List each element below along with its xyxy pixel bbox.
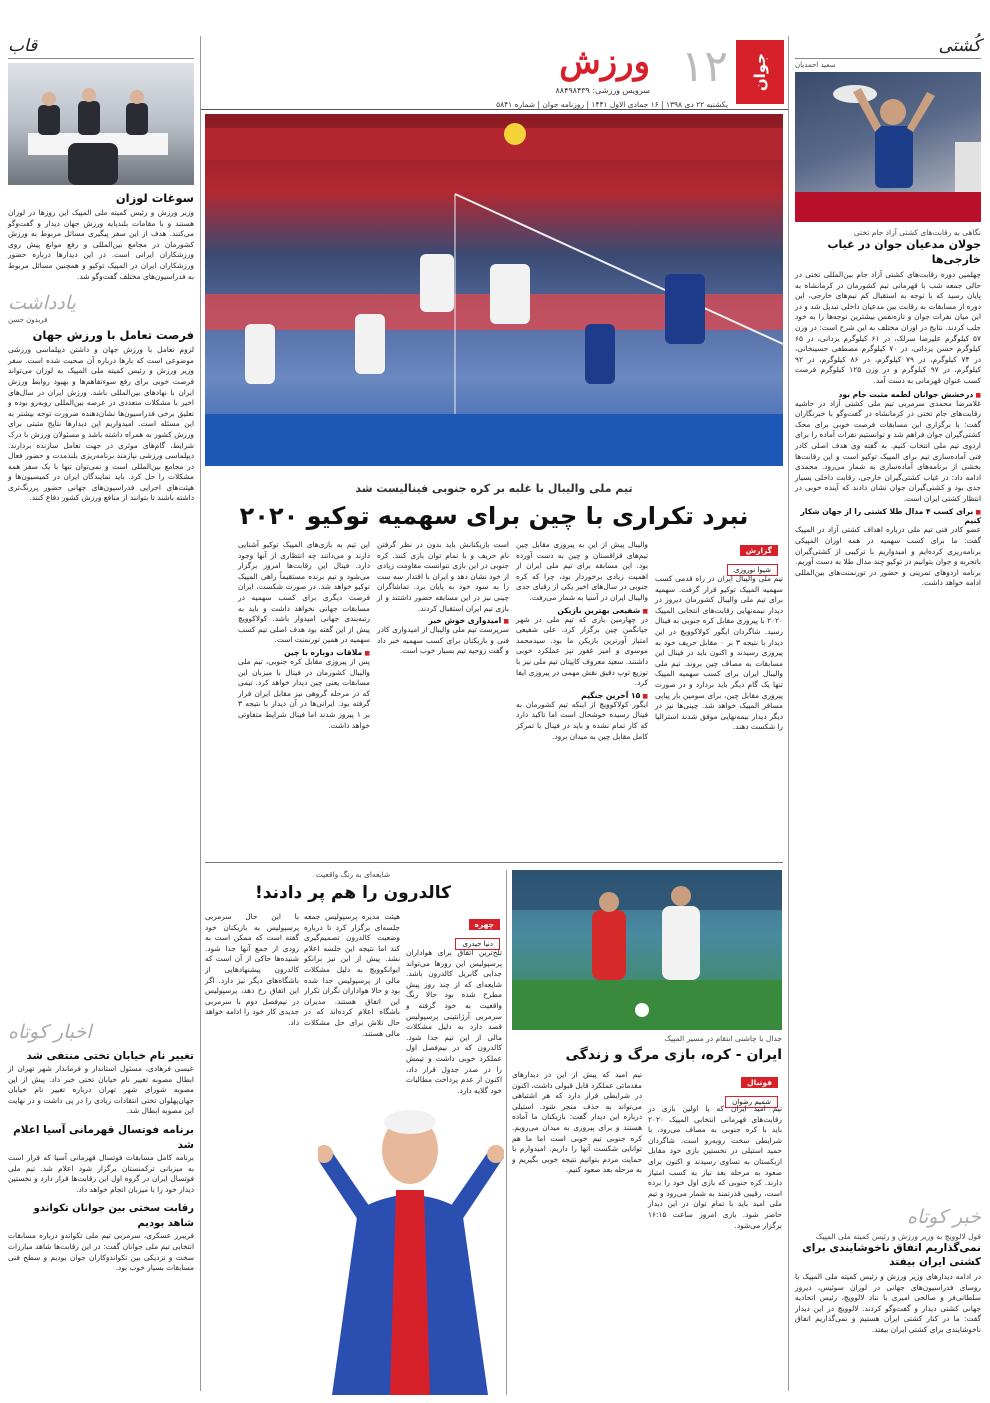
col3-text: است بازیکنانش باید بدون در نظر گرفتن نام حریف و با تمام توان بازی کنند. کره جنوبی در این بازی نتوانست مقاومت زیادی از خود نشان دهد و ایران با اقتدار سه ست را به سود خود به پایان برد. تماشاگران چینی نیز در این مسابقه حضور داشتند و از بازی تیم ایران استقبال کردند. [377,540,509,613]
volleyball-illustration [205,114,783,466]
news2-body: برنامه کامل مسابقات فوتسال قهرمانی آسیا که قرار است به میزبانی ترکمنستان برگزار شود اعلام شد. تیم ملی فوتسال ایران در گروه اول این رقابت‌ها قرار دارد و نخستین دیدار خود را با میزبان انجام خواهد داد. [8,1152,194,1194]
football-kicker: جدال با چاشنی انتقام در مسیر المپیک [664,1034,782,1043]
meeting-photo [8,63,194,185]
section-head-brief: اخبار کوتاه [8,1021,92,1043]
news1-title: تغییر نام خیابان تختی منتفی شد [26,1050,194,1062]
short-news-box [795,1206,981,1336]
author: سعید احمدیان [795,61,836,69]
news3-title: رقابت سختی بین جوانان تکواندو شاهد بودیم [33,1203,194,1230]
vertical-divider [506,870,507,1395]
kaldron-title: کالدرون را هم پر دادند! [255,883,451,903]
football-col1: تیم امید ایران که با اولین بازی در رقابت‌های قهرمانی انتخابی المپیک ۲۰۲۰ باید با کره جنوبی به مصاف می‌رود، با شرایطی سخت روبه‌رو است. شاگردان حمید استیلی در نخستین بازی خود مقابل ازبکستان به تساوی رسیدند و اکنون برای صعود به مرحله بعد نیاز به کسب امتیاز دارند. کره جنوبی که بازی اول خود را برده است، رقیبی قدرتمند به شمار می‌رود و تیم ملی امید باید با تمام توان در این دیدار حاضر شود. بازی امروز ساعت ۱۶:۱۵ برگزار می‌شود. [648,1104,782,1230]
section-head-wrestling: کُشتی [795,36,981,59]
article-tag: چهره [469,919,500,930]
kaldron-col3: با این حال سرمربی پرسپولیس به بازیکنان خود گفته است که ممکن است به زودی از جمع آنها جدا شود. شنیده‌ها حاکی از آن است که کالدرون پیشنهادهایی از باشگاه‌های دیگر نیز دارد. اگر این اتفاق رخ دهد، پرسپولیس در نیم‌فصل دوم با سرمربی جدیدی کار خود را ادامه خواهد داد. [205,912,299,1027]
col2-subhead-2: ■ ۱۵ آخرین جنگیم [516,691,648,700]
note-title: فرصت تعامل با ورزش جهان [32,328,194,343]
news1-body: عیسی فرهادی، مسئول استاندار و فرماندار شهر تهران از ابطال مصوبه تغییر نام خیابان تختی خبر داد. پیش از این مصوبه شورای شهر تهران درباره تغییر نام خیابان جهان‌پهلوان تختی انتقادات زیادی را در پی داشت و در نهایت این مصوبه ابطال شد. [8,1064,194,1116]
football-title: ایران - کره، بازی مرگ و زندگی [565,1047,782,1063]
note-body: لزوم تعامل با ورزش جهان و داشتن دیپلماسی ورزشی موضوعی است که بارها درباره آن صحبت شده است. سفر وزیر ورزش و رئیس کمیته ملی المپیک به لوزان می‌تواند فرصت خوبی برای رفع سوءتفاهم‌ها و بهبود روابط ورزش ایران با نهادهای بین‌المللی باشد. ورزش ایران در سال‌های اخیر با مشکلات متعددی در عرصه بین‌المللی روبه‌رو بوده و تعلیق برخی فدراسیون‌ها نشان‌دهنده ضرورت توجه بیشتر به این مسئله است. امیدواریم این دیدارها نتایج مثبتی برای ورزش کشور به همراه داشته باشد و مسئولان ورزش با درک شرایط، گام‌های موثری در جهت تعامل سازنده بردارند. دیپلماسی ورزشی نیازمند برنامه‌ریزی بلندمدت و حضور فعال در مجامع بین‌المللی است و نمی‌توان تنها با یک سفر همه مشکلات را حل کرد. باید نمایندگان ایران در کمیسیون‌ها و هیئت‌های اجرایی فدراسیون‌های جهانی حضور پررنگ‌تری داشته باشند تا بتوانند از منافع ورزش کشور دفاع کنند. [8,345,194,503]
logo-box [736,40,784,104]
subhead-1: ■ درخشش جوانان لطمه مثبت جام بود [795,390,981,399]
section-title: ورزش [559,42,650,82]
news2-title: برنامه فوتسال قهرمانی آسیا اعلام شد [13,1123,194,1151]
right-column [795,36,981,1396]
volleyball-kicker: تیم ملی والیبال با غلبه بر کره جنوبی فینالیست شد [355,482,633,495]
col4-subhead: ■ ملاقات دوباره با چین [238,648,370,657]
news3-body: فریبرز عسکری، سرمربی تیم ملی تکواندو درباره مسابقات انتخابی تیم ملی جوانان گفت: در این رقابت‌ها شاهد مبارزات سخت و نزدیکی بین تکواندوکاران جوان بودیم و سطح فنی مسابقات بسیار خوب بود. [8,1231,194,1273]
article-tag: فوتبال [741,1077,778,1088]
col4-text: این تیم به بازی‌های المپیک توکیو آشنایی دارند و می‌دانند چه انتظاری از آنها وجود دارد. فینال این رقابت‌ها امروز برگزار می‌شود و تیم برنده مستقیماً راهی المپیک توکیو خواهد شد. در صورت شکست، ایران فرصت دیگری برای کسب سهمیه در مسابقات جهانی نخواهد داشت و باید به رتبه‌بندی جهانی امیدوار باشد. کولاکوویچ پیش از این گفته بود هدف اصلی تیم کسب سهمیه در همین تورنمنت است. [238,540,370,645]
coach-illustration [318,1100,504,1395]
article-tag: گزارش [740,545,778,556]
box-title: نمی‌گذاریم اتفاق ناخوشایندی برای کشتی ایران بیفتد [802,1242,981,1268]
article-body-3: عضو کادر فنی تیم ملی درباره اهداف کشتی آزاد در المپیک گفت: ما برای کسب سهمیه در همه اوزان المپیکی برنامه‌ریزی کرده‌ایم و امیدواریم با ترکیبی از کشتی‌گیران باتجربه و جوان بتوانیم در توکیو چند مدال طلا به دست آوریم. برنامه اردوهای تمرینی و حضور در تورنمنت‌های بین‌المللی ادامه خواهد داشت. [795,525,981,588]
volleyball-col3 [377,540,509,657]
football-illustration [512,870,782,1030]
box-body: در ادامه دیدارهای وزیر ورزش و رئیس کمیته ملی المپیک با روسای فدراسیون‌های جهانی در لوزان سوئیس، دیروز سلطانی‌فر و صالحی امیری با نناد لالوویچ، رئیس اتحادیه جهانی کشتی دیدار و گفت‌وگو کردند. لالوویچ در این دیدار گفت: ما در کنار کشتی ایران هستیم و نمی‌گذاریم اتفاق ناخوشایندی برای کشتی ایران بیفتد. [795,1272,981,1334]
short-news-left [8,1021,194,1274]
football-photo [512,870,782,1030]
section-head-frame: قاب [8,36,194,59]
volleyball-col2 [516,540,648,742]
col2-text-b: در چهارمین بازی که تیم ملی در شهر جیانگمن چین برگزار کرد، علی شفیعی امتیاز آورترین بازیکن ما بود. سیدمحمد موسوی و امیر غفور نیز عملکرد خوبی داشتند. سعید معروف کاپیتان تیم ملی نیز با توزیع توپ دقیق نقش مهمی در پیروزی ایفا کرد. [516,614,648,688]
section-subtitle: سرویس ورزشی: ۸۸۴۹۸۴۳۹ [555,86,650,95]
col2-text-c: ایگور کولاکوویچ از اینکه تیم کشورمان به فینال رسیده خوشحال است اما تاکید دارد که کار تمام نشده و باید در فینال با تمرکز کامل مقابل چین به میدان برود. [516,699,648,741]
kaldron-col2: هیئت مدیره پرسپولیس جمعه جلسه‌ای برگزار کرد تا درباره وضعیت کالدرون تصمیم‌گیری کند اما نتیجه این جلسه اعلام نشد. پیش از این نیز برانکو ایوانکوویچ به دلیل مشکلات مالی از پرسپولیس جدا شده بود و حالا هواداران نگران تکرار این اتفاق هستند. مدیران باشگاه اعلام کرده‌اند که در حال تلاش برای حل مشکلات مالی هستند. [304,912,400,1038]
article-kicker: نگاهی به رقابت‌های کشتی آزاد جام تختی [853,228,981,237]
masthead [200,36,788,110]
subhead-2: ■ برای کسب ۴ مدال طلا کشتی را از جهان شکار کنیم [795,507,981,525]
section-head-note: یادداشت [8,292,76,315]
volleyball-headline: نبرد تکراری با چین برای سهمیه توکیو ۲۰۲۰ [239,502,749,530]
box-kicker: قول لالوویچ به وزیر ورزش و رئیس کمیته ملی المپیک [815,1232,981,1241]
wrestler-illustration [795,72,981,222]
date-line: یکشنبه ۲۲ دی ۱۳۹۸ | ۱۶ جمادی الاول ۱۴۴۱ | روزنامه جوان | شماره ۵۸۴۱ [496,100,728,109]
logo-text: جوان [751,52,769,92]
page-number: ۱۲ [680,41,728,92]
photo-body: وزیر ورزش و رئیس کمیته ملی المپیک این روزها در لوزان هستند و با مقامات بلندپایه ورزش جهان دیدار و گفت‌وگو می‌کنند. هدف از این سفر پیگیری مسائل مربوط به ورزش کشورمان در مجامع بین‌المللی و رفع موانع پیش روی ورزشکاران ایرانی است. در این دیدارها درباره حضور ورزشکاران ایران در المپیک توکیو و همچنین مسائل مربوط به فدراسیون‌های مختلف گفت‌وگو شد. [8,208,194,281]
note-author: فریدون حسن [8,316,48,325]
col4-text-b: پس از پیروزی مقابل کره جنوبی، تیم ملی والیبال کشورمان در فینال با میزبان این مسابقات یعنی چین دیدار خواهد کرد. تیمی که در مرحله گروهی نیز مقابل ایران قرار گرفته بود. ایرانی‌ها در آن دیدار با نتیجه ۳ بر ۱ پیروز شدند اما فینال شرایط متفاوتی خواهد داشت. [238,656,370,730]
kaldron-kicker: شایعه‌ای به رنگ واقعیت [315,870,391,879]
col2-text: والیبال پیش از این به پیروزی مقابل چین تیم‌های قزاقستان و چین به دست آورده بود. این مسابقه برای تیم ملی ایران از اهمیت زیادی برخوردار بود، چرا که کره جنوبی در سال‌های اخیر یکی از رقبای جدی والیبال ایران در آسیا به شمار می‌رفت. [516,540,648,602]
col3-subhead: ■ امیدواری خوش خبر [377,616,509,625]
kaldron-col1: تلخ‌ترین اتفاق برای هواداران پرسپولیس این روزها می‌تواند جدایی گابریل کالدرون باشد. شایعه‌ای که از چند روز پیش مطرح شده بود حالا رنگ واقعیت به خود گرفته و سرمربی آرژانتینی پرسپولیس قصد دارد به دلیل مشکلات مالی از این تیم جدا شود. کالدرون که در نیم‌فصل اول عملکرد خوبی داشت و تیمش را در صدر جدول قرار داد، اکنون از عدم پرداخت مطالبات خود گلایه دارد. [406,948,502,1095]
photo-title: سوغات لوزان [115,191,194,205]
article-title: جولان مدعیان جوان در غیاب خارجی‌ها [827,238,981,266]
article-body-2: غلامرضا محمدی سرمربی تیم ملی کشتی آزاد در حاشیه رقابت‌های جام تختی در کرمانشاه در گفت‌وگو با خبرنگاران گفت: با برگزاری این مسابقات فرصت خوبی برای محک کشتی‌گیران جوان فراهم شد و توانستیم نفرات آماده را برای اردوی تیم ملی انتخاب کنیم. به گفته وی هدف اصلی کادر فنی آماده‌سازی تیم برای المپیک توکیو است و این رقابت‌ها بخشی از برنامه‌های آماده‌سازی به شمار می‌رود. محمدی ادامه داد: در غیاب کشتی‌گیران خارجی، رقابت داخلی بسیار جدی بود و کشتی‌گیران جوان نشان دادند که آینده خوبی در انتظار کشتی ایران است. [795,398,981,503]
tag-author: شیوا نوروزی [727,564,778,576]
kaldron-byline [434,912,500,950]
tag-author: شمیم رضوان [725,1096,778,1108]
football-col2: تیم امید که پیش از این در دیدارهای مقدماتی عملکرد قابل قبولی داشت، اکنون در شرایطی قرار دارد که هر اشتباهی می‌تواند به حذف منجر شود. استیلی درباره این دیدار گفت: بازیکنان ما آماده هستند و برای پیروزی به میدان می‌رویم. کره جنوبی تیم خوبی است اما ما هم توانایی شکست آنها را داریم. امیدوارم با حمایت مردم بتوانیم نتیجه خوبی بگیریم و به مرحله بعد صعود کنیم. [512,1070,642,1175]
volleyball-col4 [238,540,370,731]
tag-author: دنیا حیدری [455,938,500,950]
football-byline [712,1070,778,1108]
article-body: چهلمین دوره رقابت‌های کشتی آزاد جام بین‌المللی تختی در حالی جمعه شب با قهرمانی تیم کشورمان در کرمانشاه به پایان رسید که با توجه به استقبال کم تیم‌های خارجی، این دوره از مسابقات به رقابت بین مدعیان داخلی تبدیل شد و در این میان نفرات جوان و تازه‌نفس بیشترین توجه‌ها را به خود جلب کردند. نتایج در اوزان مختلف به این شرح است: در وزن ۵۷ کیلوگرم علیرضا سرلک، در ۶۱ کیلوگرم یزدانی، در ۶۵ کیلوگرم حسن یزدانی، در ۷۰ کیلوگرم مصطفی حسینخانی، در ۷۴ کیلوگرم، در ۷۹ کیلوگرم، در ۸۶ کیلوگرم، در ۹۲ کیلوگرم، در ۹۷ کیلوگرم و در وزن ۱۲۵ کیلوگرم فرصت کسب عنوان قهرمانی به دست آمد. [795,270,982,385]
divider [205,862,783,863]
left-column [8,36,194,1396]
volleyball-photo [205,114,783,466]
col2-subhead-1: ■ شفیعی بهترین بازیکن [516,606,648,615]
section-head-short-news: خبر کوتاه [907,1206,981,1228]
volleyball-byline [712,538,778,576]
wrestling-photo [795,72,981,222]
coach-photo [318,1100,504,1395]
meeting-illustration [8,63,194,185]
col3-text-b: سرپرست تیم ملی والیبال از امیدواری کادر فنی و بازیکنان برای کسب سهمیه خبر داد و گفت روحیه تیم بسیار خوب است. [377,625,509,656]
volleyball-col1: تیم ملی والیبال ایران در راه قدمی کسب سهمیه المپیک توکیو قرار گرفت. سهمیه برای تیم ملی والیبال کشورمان دیروز در دیدار نیمه‌نهایی رقابت‌های انتخابی المپیک ۲۰۲۰ با پیروزی مقابل کره جنوبی به فینال رسید. شاگردان ایگور کولاکوویچ در این دیدار با نتیجه ۳ بر ۰ مقابل حریف خود به پیروزی رسیدند و اکنون باید در فینال این مسابقات به مصاف چین بروند. تیم ملی والیبال ایران برای کسب سهمیه المپیک تنها یک گام دیگر باید بردارد و در صورت پیروزی مقابل چین، برای سومین بار پیاپی مسافر المپیک خواهد شد. چینی‌ها نیز در دیگر دیدار نیمه‌نهایی موفق شدند استرالیا را شکست دهند. [655,574,783,732]
